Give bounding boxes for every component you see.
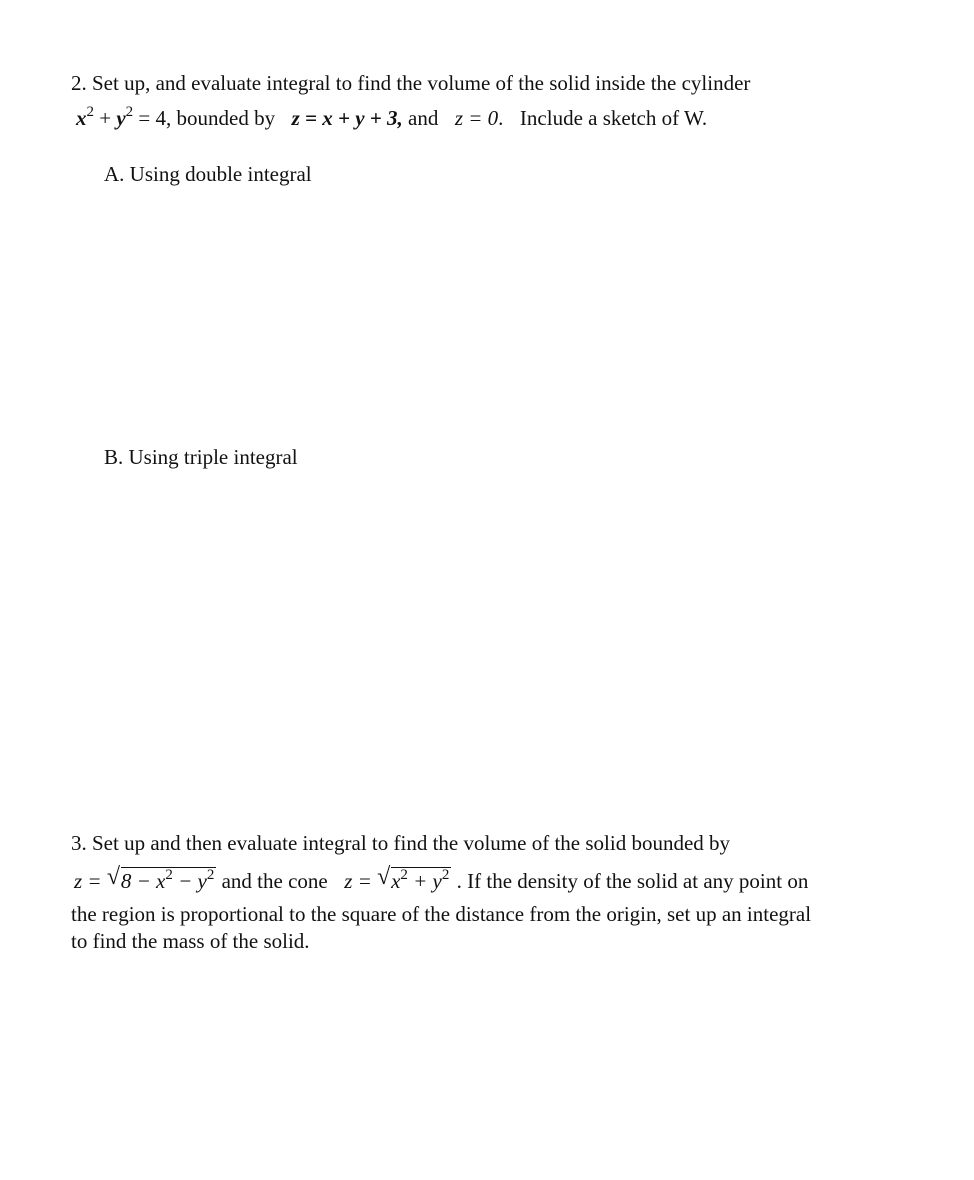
var-x: x [76,106,87,130]
problem-3-equation-line [74,864,809,897]
exponent: 2 [206,867,215,883]
sphere-sqrt: √ $8 - x^2 - y^2$ [106,864,215,893]
problem-3-intro: 3. Set up and then evaluate integral to find the volume of the solid bounded by [71,831,731,855]
and-the-cone-text: and the cone [221,869,328,893]
density-text: . If the density of the solid at any point on [456,869,809,893]
bounded-by-text: bounded by [176,106,276,130]
plane-equation: z = x + y + 3, [291,106,403,130]
exponent: 2 [125,104,134,120]
period: . [498,106,504,130]
z-zero-equation: z = 0 [454,106,499,130]
cone-radicand-a: x [391,869,401,893]
var-y: y [116,106,126,130]
sphere-radicand-a: 8 − x [120,869,166,893]
part-b-label: B. Using triple integral [104,445,298,469]
cone-radicand-b: + y [407,869,442,893]
exponent: 2 [400,867,408,883]
and-text: and [408,106,439,130]
problem-3-line-4: to find the mass of the solid. [71,929,310,953]
exponent: 2 [86,104,94,120]
exponent: 2 [165,867,173,883]
plus-sign: + [99,106,112,130]
z-equals: z = [74,869,102,893]
part-a-label: A. Using double integral [104,162,312,186]
problem-2-intro: 2. Set up, and evaluate integral to find the volume of the solid inside the cylinder [71,71,751,95]
z-equals: z = [344,869,372,893]
problem-3-line-3: the region is proportional to the square of the distance from the origin, set up an integral [71,902,812,926]
cone-sqrt: √ $x^2 + y^2$ [377,864,450,893]
exponent: 2 [441,867,450,883]
equals-four: = 4, [138,106,172,130]
include-sketch-text: Include a sketch of W. [519,106,708,130]
sphere-radicand-b: − y [172,869,207,893]
problem-2-equation-line [76,105,707,134]
